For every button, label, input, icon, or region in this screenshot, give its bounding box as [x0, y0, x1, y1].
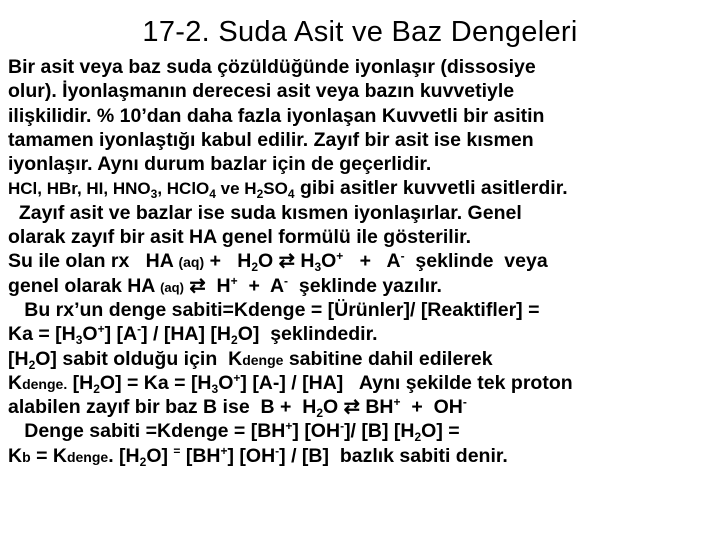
text-part: O	[82, 323, 98, 346]
text-part: O] sabit olduğu için K	[35, 347, 243, 370]
text-part: O] şeklindedir.	[237, 323, 378, 346]
kdenge-ka-line	[8, 371, 720, 395]
subscript: 4	[209, 187, 216, 202]
text-part: O] =	[421, 420, 460, 443]
text-line: Zayıf asit ve bazlar ise suda kısmen iyonlaşırlar. Genel	[8, 201, 522, 224]
text-part: [H	[8, 347, 29, 370]
water-constant-line	[8, 347, 720, 371]
superscript: +	[230, 273, 238, 288]
text-part: O] = Ka = [H	[99, 371, 212, 394]
text-part: genel olarak HA	[8, 274, 161, 297]
subscript: 3	[211, 381, 219, 396]
text-part: ] / [B] bazlık sabiti denir.	[279, 444, 508, 467]
text-line: iyonlaşır. Aynı durum bazlar için de geçerlidir.	[8, 153, 432, 176]
slide-title: 17-2. Suda Asit ve Baz Dengeleri	[142, 16, 578, 48]
superscript: -	[284, 273, 289, 288]
base-reaction-line	[8, 395, 720, 419]
formula-part: , HClO	[157, 179, 210, 199]
text-part: K	[8, 371, 23, 394]
text-part: şeklinde yazılır.	[288, 274, 442, 297]
superscript: =	[173, 443, 181, 458]
superscript: +	[393, 395, 401, 410]
text-part: + OH	[400, 396, 463, 419]
text-part: = K	[30, 444, 67, 467]
text-part: O ⇄ BH	[323, 396, 394, 419]
superscript: -	[137, 322, 142, 337]
slide-body	[8, 55, 720, 468]
text-part: ] [A-] / [HA] Aynı şekilde tek proton	[240, 371, 573, 394]
superscript: +	[285, 419, 293, 434]
formula-part: SO	[263, 179, 288, 199]
subscript: 4	[287, 187, 295, 202]
small-label: denge.	[22, 375, 68, 392]
text-part: O ⇄ H	[258, 250, 315, 273]
subscript: 3	[150, 187, 158, 202]
strong-acids-line	[8, 176, 720, 200]
formula-part: ve H	[215, 179, 257, 199]
superscript: -	[275, 443, 280, 458]
text-part: Ka = [H	[8, 323, 76, 346]
text-part: alabilen zayıf bir baz B ise B + H	[8, 396, 317, 419]
text-part: O	[218, 371, 234, 394]
text-line: Bir asit veya baz suda çözüldüğünde iyonlaşır (dissosiye	[8, 56, 536, 78]
text-part: [H	[67, 371, 94, 394]
text-line: olarak zayıf bir asit HA genel formülü ile gösterilir.	[8, 226, 472, 249]
state-label: (aq)	[178, 254, 205, 271]
text-part: ] [OH	[292, 420, 341, 443]
text-part: + A	[237, 274, 285, 297]
subscript: 3	[314, 260, 322, 275]
base-equilibrium-line	[8, 419, 720, 443]
subscript: 2	[316, 406, 323, 421]
text-line: tamamen iyonlaştığı kabul edilir. Zayıf bir asit ise kısmen	[8, 128, 534, 151]
superscript: +	[336, 249, 344, 264]
text-part: Su ile olan rx HA	[8, 250, 179, 273]
text-part: O	[321, 250, 337, 273]
subscript: 2	[93, 381, 100, 396]
small-label: denge	[66, 448, 109, 465]
text-part: şeklinde veya	[404, 250, 548, 273]
text-part: O]	[146, 444, 174, 467]
subscript: 2	[414, 430, 422, 445]
subscript: 2	[256, 187, 264, 202]
superscript: -	[462, 395, 467, 410]
text-part: ] / [HA] [H	[141, 323, 232, 346]
kb-line	[8, 444, 720, 468]
text-line: olur). İyonlaşmanın derecesi asit veya bazın kuvvetiyle	[8, 80, 515, 103]
kdenge-definition-line: Bu rx’un denge sabiti=Kdenge = [Ürünler]/ [Reaktifler] =	[8, 298, 540, 321]
text-part: + H	[204, 250, 252, 273]
subscript: 2	[251, 260, 258, 275]
superscript: +	[233, 370, 241, 385]
reaction-water-line	[8, 249, 720, 273]
superscript: +	[220, 443, 228, 458]
text-part: ⇄ H	[183, 274, 231, 297]
text-part: + A	[343, 250, 401, 273]
text-part: ]/ [B] [H	[344, 420, 415, 443]
reaction-general-line	[8, 274, 720, 298]
small-label: b	[22, 448, 31, 465]
superscript: +	[97, 322, 105, 337]
state-label: (aq)	[160, 279, 184, 295]
superscript: -	[400, 249, 405, 264]
text-line: ilişkilidir. % 10’dan daha fazla iyonlaşan Kuvvetli bir asitin	[8, 104, 545, 127]
formula-part: HCl, HBr, HI, HNO	[8, 179, 151, 199]
text-part: sabitine dahil edilerek	[283, 347, 493, 370]
text-part: K	[8, 444, 23, 467]
subscript: 2	[139, 454, 147, 469]
strong-acid-list	[8, 179, 295, 202]
subscript: 2	[28, 357, 36, 372]
subscript: 2	[231, 333, 238, 348]
text-part: ] [A	[104, 323, 138, 346]
ka-line	[8, 322, 720, 346]
text-part: . [H	[108, 444, 140, 467]
text-part: Denge sabiti =Kdenge = [BH	[8, 420, 286, 443]
strong-acid-suffix: gibi asitler kuvvetli asitlerdir.	[294, 177, 568, 200]
subscript: 3	[75, 333, 83, 348]
superscript: -	[340, 419, 345, 434]
text-part: [BH	[180, 444, 221, 467]
small-label: denge	[242, 351, 284, 368]
text-part: ] [OH	[227, 444, 276, 467]
